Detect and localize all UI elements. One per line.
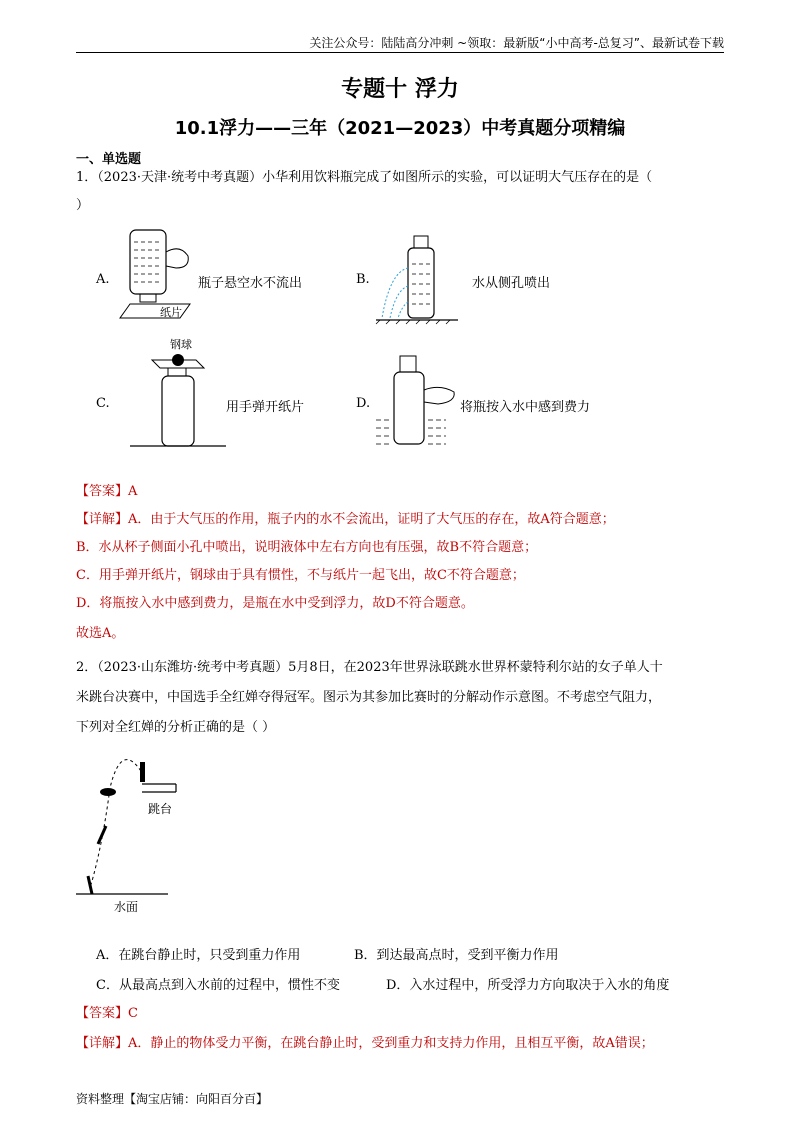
footer-note: 资料整理【淘宝店铺：向阳百分百】 <box>76 1092 269 1106</box>
q2-detail-tag: 【详解】 <box>76 1036 129 1051</box>
q1-option-c-letter: C. <box>96 396 110 411</box>
q2-stem-line1: 2．（2023·山东潍坊·统考中考真题）5月8日，在2023年世界泳联跳水世界杯蒙特利尔站的女子单人十 <box>76 660 663 675</box>
q1-figure-d <box>376 356 466 448</box>
q1-answer <box>76 478 724 505</box>
q1-figure-a-label: 纸片 <box>160 306 182 319</box>
q2-detail-line1 <box>76 1030 724 1057</box>
q1-option-a-letter: A. <box>96 272 110 287</box>
q2-detail-a: A．静止的物体受力平衡，在跳台静止时，受到重力和支持力作用，且相互平衡，故A错误； <box>128 1036 654 1051</box>
q1-figure-c <box>130 350 230 450</box>
q2-figure-dive <box>76 748 186 918</box>
q2-figure-water-label: 水面 <box>114 900 139 914</box>
q1-answer-value: A <box>128 484 138 499</box>
q1-figure-c-label: 钢球 <box>170 338 192 351</box>
section-heading: 一、单选题 <box>76 152 142 167</box>
q2-answer-tag: 【答案】 <box>76 1006 129 1021</box>
q2-option-b: B．到达最高点时，受到平衡力作用 <box>354 948 559 963</box>
q1-detail-c: C．用手弹开纸片，钢球由于具有惯性，不与纸片一起飞出，故C不符合题意； <box>76 568 525 583</box>
q1-figure-b <box>376 236 466 326</box>
q1-option-b-letter: B. <box>356 272 370 287</box>
q1-option-c-text: 用手弹开纸片 <box>226 400 305 415</box>
q1-stem-line2: ） <box>76 198 90 213</box>
q2-stem-line2: 米跳台决赛中，中国选手全红婵夺得冠军。图示为其参加比赛时的分解动作示意图。不考虑空气阻力， <box>76 690 662 705</box>
q2-figure-platform-label: 跳台 <box>148 802 173 816</box>
q2-option-a: A．在跳台静止时，只受到重力作用 <box>96 948 301 963</box>
q1-detail-a: A．由于大气压的作用，瓶子内的水不会流出，证明了大气压的存在，故A符合题意； <box>128 512 615 527</box>
page-title: 专题十 浮力 <box>341 77 459 102</box>
q1-detail-d: D．将瓶按入水中感到费力，是瓶在水中受到浮力，故D不符合题意。 <box>76 596 474 611</box>
q2-answer-value: C <box>128 1006 138 1021</box>
q2-stem-line3: 下列对全红婵的分析正确的是（ ） <box>76 720 276 735</box>
q2-answer <box>76 1000 724 1027</box>
q1-option-a-text: 瓶子悬空水不流出 <box>198 276 303 291</box>
q1-answer-tag: 【答案】 <box>76 484 129 499</box>
q1-stem-line1: 1．（2023·天津·统考中考真题）小华利用饮料瓶完成了如图所示的实验，可以证明大气压存在的是（ <box>76 170 653 185</box>
header-note: 关注公众号：陆陆高分冲刺 ~领取：最新版“小中高考-总复习”、最新试卷下载 <box>309 36 724 50</box>
q1-detail-tag: 【详解】 <box>76 512 129 527</box>
q1-option-b-text: 水从侧孔喷出 <box>472 276 551 291</box>
q1-detail-line1 <box>76 506 724 533</box>
q2-option-d: D．入水过程中，所受浮力方向取决于入水的角度 <box>386 978 670 993</box>
q1-detail-b: B．水从杯子侧面小孔中喷出，说明液体中左右方向也有压强，故B不符合题意； <box>76 540 538 555</box>
q1-option-d-letter: D. <box>356 396 371 411</box>
page-subtitle: 10.1浮力——三年（2021—2023）中考真题分项精编 <box>174 118 626 139</box>
q2-option-c: C．从最高点到入水前的过程中，惯性不变 <box>96 978 340 993</box>
q1-detail-conclusion: 故选A。 <box>76 626 125 641</box>
q1-option-d-text: 将瓶按入水中感到费力 <box>460 400 591 415</box>
header-rule <box>76 52 724 53</box>
